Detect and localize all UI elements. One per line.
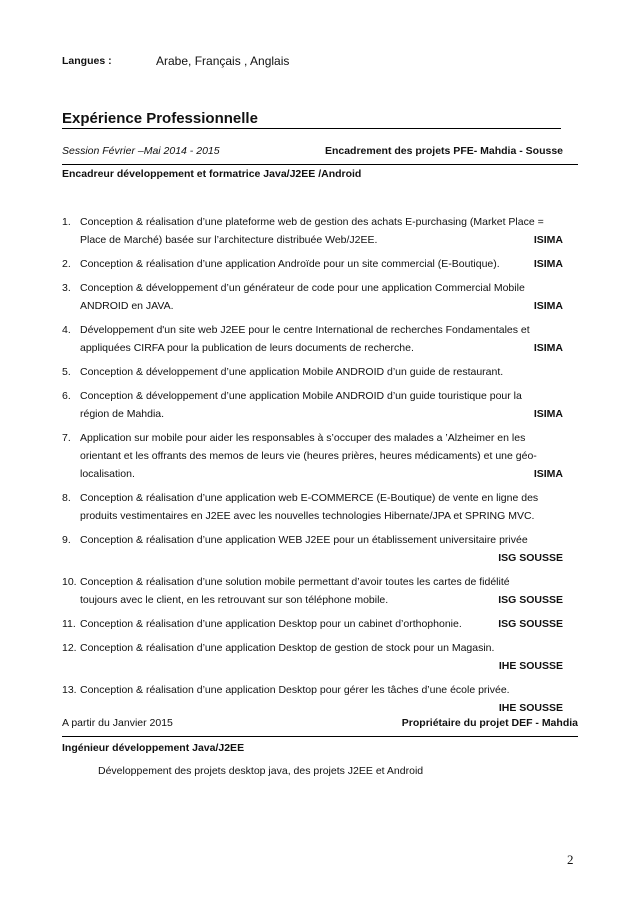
list-item-line: [80, 387, 563, 405]
list-item-number: 7.: [62, 432, 71, 444]
list-item-text: Conception & réalisation d’une solution mobile permettant d’avoir toutes les cartes de fidélité: [80, 576, 510, 588]
job1-role: Encadrement des projets PFE- Mahdia - Sousse: [324, 145, 563, 157]
list-item-line: [80, 255, 563, 273]
list-item-number: 8.: [62, 492, 71, 504]
list-item-line: [80, 639, 563, 657]
list-item-number: 10.: [62, 576, 77, 588]
institution-tag: ISIMA: [533, 258, 563, 270]
list-item-number: 6.: [62, 390, 71, 402]
list-item-text: toujours avec le client, en les retrouvant sur son téléphone mobile.: [80, 594, 389, 606]
project-list: [62, 213, 563, 723]
list-item-line: [80, 681, 563, 699]
list-item: [62, 213, 563, 249]
list-item-line: [80, 699, 563, 717]
list-item-text: Conception & réalisation d’une application WEB J2EE pour un établissement universitaire privée: [80, 534, 528, 546]
list-item-text: Conception & réalisation d’une application web E-COMMERCE (E-Boutique) de vente en ligne des: [80, 492, 539, 504]
list-item-line: [80, 549, 563, 567]
list-item-number: 1.: [62, 216, 71, 228]
job2-role: Propriétaire du projet DEF - Mahdia: [401, 717, 578, 729]
list-item: [62, 429, 563, 483]
institution-tag: ISG SOUSSE: [498, 594, 563, 606]
list-item-number: 11.: [62, 618, 76, 630]
list-item-number: 9.: [62, 534, 71, 546]
job2-header: [62, 717, 578, 731]
institution-tag: ISG SOUSSE: [498, 618, 563, 630]
list-item-text: produits vestimentaires en J2EE avec les nouvelles technologies Hibernate/JPA et SPRING MVC.: [80, 510, 535, 522]
institution-tag: ISG SOUSSE: [498, 552, 563, 564]
list-item-line: [80, 405, 563, 423]
list-item: [62, 255, 563, 273]
page-number: 2: [567, 852, 574, 867]
list-item-line: [80, 297, 563, 315]
institution-tag: IHE SOUSSE: [498, 702, 563, 714]
list-item-line: [80, 507, 563, 525]
institution-tag: ISIMA: [533, 234, 563, 246]
list-item-number: 12.: [62, 642, 77, 654]
list-item-text: région de Mahdia.: [80, 408, 165, 420]
list-item-number: 2.: [62, 258, 71, 270]
list-item-text: orientant et les offrants des memos de leurs vie (heures prières, heures médicaments) et une géo-: [80, 450, 537, 462]
job2-divider: [62, 736, 578, 737]
list-item-line: [80, 615, 563, 633]
institution-tag: IHE SOUSSE: [498, 660, 563, 672]
list-item-text: Place de Marché) basée sur l’architecture distribuée Web/J2EE.: [80, 234, 378, 246]
job1-header: [62, 145, 563, 159]
list-item-text: Conception & réalisation d’une application Desktop de gestion de stock pour un Magasin.: [80, 642, 495, 654]
list-item-text: Conception & développement d’une application Mobile ANDROID d’un guide touristique pour la: [80, 390, 522, 402]
list-item-line: [80, 339, 563, 357]
list-item-text: Conception & développement d’un générateur de code pour une application Commercial Mobile: [80, 282, 525, 294]
list-item-line: [80, 489, 563, 507]
job2-description: Développement des projets desktop java, des projets J2EE et Android: [98, 765, 424, 777]
list-item-line: [80, 573, 563, 591]
list-item-line: [80, 321, 563, 339]
institution-tag: ISIMA: [533, 468, 563, 480]
list-item-number: 5.: [62, 366, 71, 378]
list-item-number: 13.: [62, 684, 77, 696]
list-item-line: [80, 429, 563, 447]
list-item-line: [80, 657, 563, 675]
list-item-line: [80, 531, 563, 549]
list-item-line: [80, 231, 563, 249]
institution-tag: ISIMA: [533, 408, 563, 420]
list-item-text: ANDROID en JAVA.: [80, 300, 174, 312]
list-item-text: Conception & réalisation d’une plateforme web de gestion des achats E-purchasing (Market Place =: [80, 216, 544, 228]
list-item: [62, 573, 563, 609]
list-item: [62, 321, 563, 357]
list-item-text: Application sur mobile pour aider les responsables à s’occuper des malades a ’Alzheimer en les: [80, 432, 526, 444]
list-item: [62, 639, 563, 675]
list-item-line: [80, 465, 563, 483]
section-title-underline: [62, 128, 561, 129]
job2-title: Ingénieur développement Java/J2EE: [62, 742, 245, 754]
list-item: [62, 615, 563, 633]
job1-title: Encadreur développement et formatrice Java/J2EE /Android: [62, 168, 362, 180]
list-item: [62, 387, 563, 423]
list-item-text: Conception & réalisation d’une application Desktop pour un cabinet d’orthophonie.: [80, 618, 462, 630]
job2-period: A partir du Janvier 2015: [62, 717, 173, 729]
list-item-line: [80, 447, 563, 465]
list-item: [62, 531, 563, 567]
languages-label: Langues :: [62, 55, 112, 67]
list-item-line: [80, 591, 563, 609]
job1-period: Session Février –Mai 2014 - 2015: [62, 145, 220, 157]
list-item: [62, 363, 563, 381]
list-item: [62, 681, 563, 717]
list-item-text: Conception & réalisation d’une application Desktop pour gérer les tâches d’une école privée.: [80, 684, 510, 696]
job1-divider: [62, 164, 578, 165]
languages-value: Arabe, Français , Anglais: [156, 54, 290, 68]
list-item: [62, 489, 563, 525]
list-item-text: localisation.: [80, 468, 135, 480]
list-item: [62, 279, 563, 315]
list-item-text: Conception & développement d’une application Mobile ANDROID d’un guide de restaurant.: [80, 366, 504, 378]
list-item-number: 3.: [62, 282, 71, 294]
list-item-text: Développement d'un site web J2EE pour le centre International de recherches Fondamentales et: [80, 324, 530, 336]
institution-tag: ISIMA: [533, 300, 563, 312]
institution-tag: ISIMA: [533, 342, 563, 354]
list-item-text: Conception & réalisation d’une application Androïde pour un site commercial (E-Boutique).: [80, 258, 500, 270]
list-item-number: 4.: [62, 324, 71, 336]
list-item-line: [80, 279, 563, 297]
list-item-text: appliquées CIRFA pour la publication de leurs documents de recherche.: [80, 342, 414, 354]
list-item-line: [80, 363, 563, 381]
section-title: Expérience Professionnelle: [62, 110, 258, 127]
list-item-line: [80, 213, 563, 231]
